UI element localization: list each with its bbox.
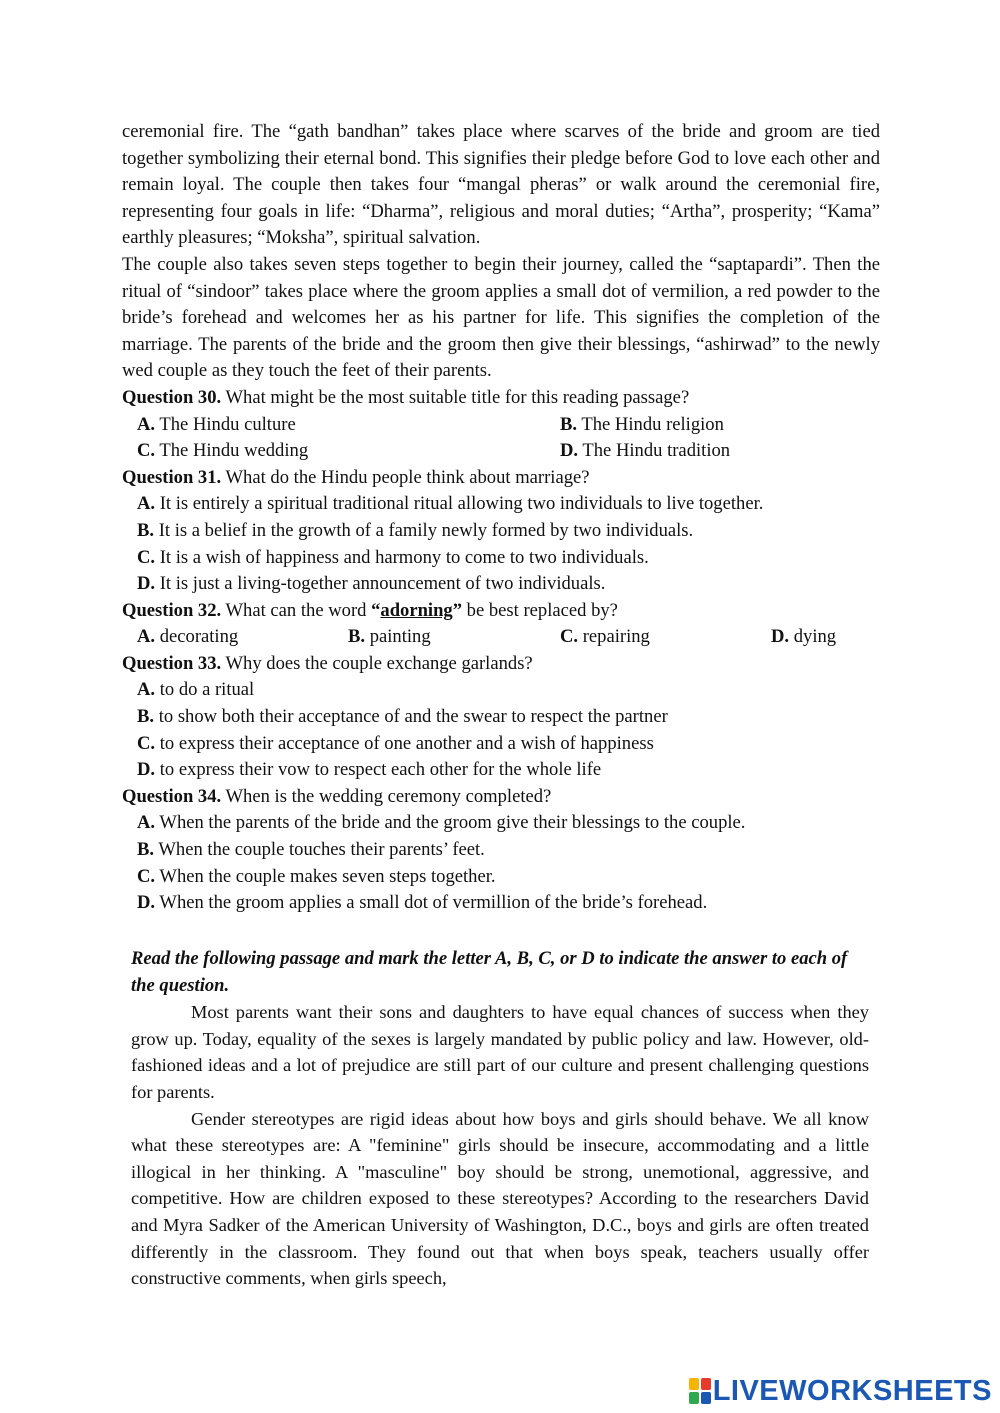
keyword-adorning: adorning bbox=[380, 599, 453, 621]
logo-text: LIVEWORKSHEETS bbox=[712, 1374, 992, 1407]
option-d[interactable]: D. to express their vow to respect each other for the whole life bbox=[137, 759, 602, 781]
question-label: Question 34. bbox=[122, 785, 222, 807]
option-a[interactable]: A. When the parents of the bride and the groom give their blessings to the couple. bbox=[137, 812, 746, 834]
option-b[interactable]: B. When the couple touches their parents’ feet. bbox=[137, 839, 485, 861]
passage-two-section bbox=[131, 946, 869, 1292]
instruction: Read the following passage and mark the letter A, B, C, or D to indicate the answer to each of the question. bbox=[131, 948, 848, 996]
question-label: Question 31. bbox=[122, 466, 222, 488]
question-text: What might be the most suitable title for this reading passage? bbox=[221, 386, 690, 408]
question-30-options-row-2 bbox=[122, 438, 880, 465]
option-d[interactable]: D. When the groom applies a small dot of vermillion of the bride’s forehead. bbox=[137, 892, 708, 914]
passage-paragraph: ceremonial fire. The “gath bandhan” takes place where scarves of the bride and groom are tied together symbolizing their eternal bond. This signifies their pledge before God to love each other and remain loyal. The couple then takes four “mangal pheras” or walk around the ceremonial fire, representing four goals in life: “Dharma”, religious and moral duties; “Artha”, prosperity; “Kama” earthly pleasures; “Moksha”, spiritual salvation. bbox=[122, 121, 880, 249]
passage-paragraph: Gender stereotypes are rigid ideas about how boys and girls should behave. We all know what these stereotypes are: A "feminine" girls should be insecure, accommodating and a little illogical in her thinking. A "masculine" boy should be strong, unemotional, aggressive, and competitive. How are children exposed to these stereotypes? According to the researchers David and Myra Sadker of the American University of Washington, D.C., boys and girls are often treated differently in the classroom. They found out that when boys speak, teachers usually offer constructive comments, when girls speech, bbox=[131, 1108, 869, 1289]
option-b[interactable]: B. The Hindu religion bbox=[560, 413, 724, 435]
option-a[interactable]: A. to do a ritual bbox=[137, 679, 255, 701]
passage-paragraph: The couple also takes seven steps together to begin their journey, called the “saptapardi”. Then the ritual of “sindoor” takes place where the groom applies a small dot of vermilion, a red powder to the bride’s forehead and welcomes her as his partner for life. This signifies the completion of the marriage. The parents of the bride and the groom then give their blessings, “ashirwad” to the newly wed couple as they touch the feet of their parents. bbox=[122, 253, 880, 382]
logo-mark-icon bbox=[689, 1378, 711, 1404]
option-c[interactable]: C. The Hindu wedding bbox=[137, 440, 309, 462]
option-a[interactable]: A. decorating bbox=[137, 626, 239, 648]
option-c[interactable]: C. to express their acceptance of one another and a wish of happiness bbox=[137, 732, 654, 754]
passage-paragraph: Most parents want their sons and daughters to have equal chances of success when they grow up. Today, equality of the sexes is largely mandated by public policy and law. However, old- fashioned ideas and a lot of prejudice are still part of our culture and present challenging questions for parents. bbox=[131, 1002, 869, 1102]
option-a[interactable]: A. The Hindu culture bbox=[137, 413, 296, 435]
question-label: Question 30. bbox=[122, 386, 222, 408]
option-c[interactable]: C. When the couple makes seven steps together. bbox=[137, 865, 496, 887]
liveworksheets-logo[interactable] bbox=[689, 1375, 992, 1407]
question-label: Question 32. bbox=[122, 599, 222, 621]
option-c[interactable]: C. repairing bbox=[560, 626, 650, 648]
option-d[interactable]: D. The Hindu tradition bbox=[560, 440, 731, 462]
option-b[interactable]: B. It is a belief in the growth of a family newly formed by two individuals. bbox=[137, 519, 694, 541]
passage-one-section bbox=[122, 119, 880, 917]
question-31 bbox=[122, 465, 880, 492]
option-a[interactable]: A. It is entirely a spiritual traditional ritual allowing two individuals to live together. bbox=[137, 493, 764, 515]
question-32: Question 32. What can the word “adorning” be best replaced by? bbox=[122, 599, 618, 621]
question-34 bbox=[122, 784, 880, 811]
question-30 bbox=[122, 385, 880, 412]
question-text: What do the Hindu people think about marriage? bbox=[221, 466, 590, 488]
question-30-options-row-1 bbox=[122, 412, 880, 439]
option-b[interactable]: B. painting bbox=[348, 626, 431, 648]
option-c[interactable]: C. It is a wish of happiness and harmony to come to two individuals. bbox=[137, 546, 649, 568]
option-d[interactable]: D. dying bbox=[771, 626, 837, 648]
question-text: Why does the couple exchange garlands? bbox=[221, 652, 533, 674]
question-text: When is the wedding ceremony completed? bbox=[221, 785, 552, 807]
question-32-options-row bbox=[122, 624, 880, 651]
option-b[interactable]: B. to show both their acceptance of and the swear to respect the partner bbox=[137, 706, 668, 728]
question-33 bbox=[122, 651, 880, 678]
option-d[interactable]: D. It is just a living-together announcement of two individuals. bbox=[137, 573, 606, 595]
question-label: Question 33. bbox=[122, 652, 222, 674]
